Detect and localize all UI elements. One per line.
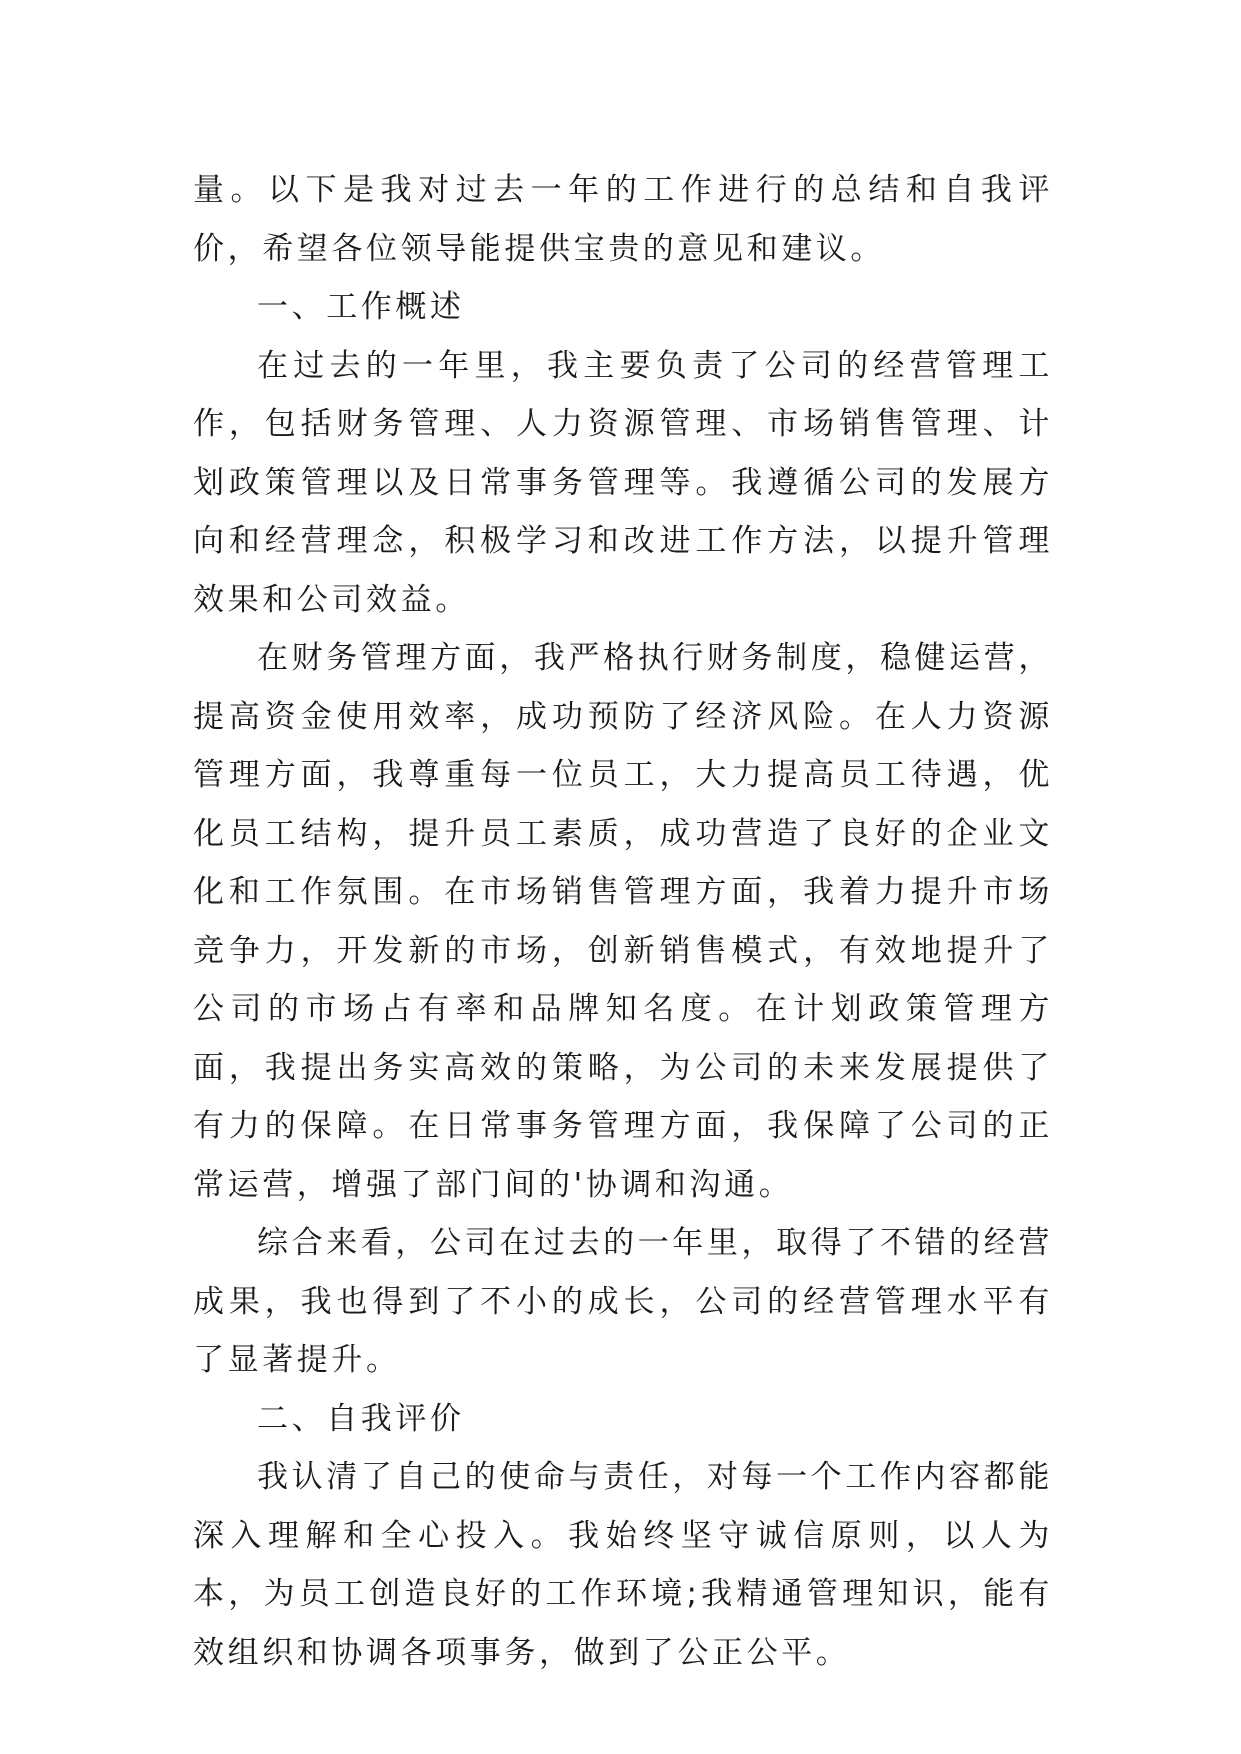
paragraph-management-details: 在财务管理方面，我严格执行财务制度，稳健运营，提高资金使用效率，成功预防了经济风险。在人力资源管理方面，我尊重每一位员工，大力提高员工待遇，优化员工结构，提升员工素质，成功营造了良好的企业文化和工作氛围。在市场销售管理方面，我着力提升市场竞争力，开发新的市场，创新销售模式，有效地提升了公司的市场占有率和品牌知名度。在计划政策管理方面，我提出务实高效的策略，为公司的未来发展提供了有力的保障。在日常事务管理方面，我保障了公司的正常运营，增强了部门间的'协调和沟通。	[193, 640, 1053, 1203]
document-body	[193, 161, 1053, 1682]
section-heading-self-evaluation: 二、自我评价	[257, 1400, 465, 1437]
paragraph-summary: 综合来看，公司在过去的一年里，取得了不错的经营成果，我也得到了不小的成长，公司的经营管理水平有了显著提升。	[193, 1225, 1053, 1378]
paragraph-self-evaluation: 我认清了自己的使命与责任，对每一个工作内容都能深入理解和全心投入。我始终坚守诚信原则，以人为本，为员工创造良好的工作环境;我精通管理知识，能有效组织和协调各项事务，做到了公正公平。	[193, 1459, 1053, 1671]
paragraph-overview: 在过去的一年里，我主要负责了公司的经营管理工作，包括财务管理、人力资源管理、市场销售管理、计划政策管理以及日常事务管理等。我遵循公司的发展方向和经营理念，积极学习和改进工作方法，以提升管理效果和公司效益。	[193, 347, 1053, 618]
section-heading-work-overview: 一、工作概述	[257, 289, 465, 325]
paragraph-intro-tail: 量。以下是我对过去一年的工作进行的总结和自我评价，希望各位领导能提供宝贵的意见和建议。	[193, 172, 1053, 267]
